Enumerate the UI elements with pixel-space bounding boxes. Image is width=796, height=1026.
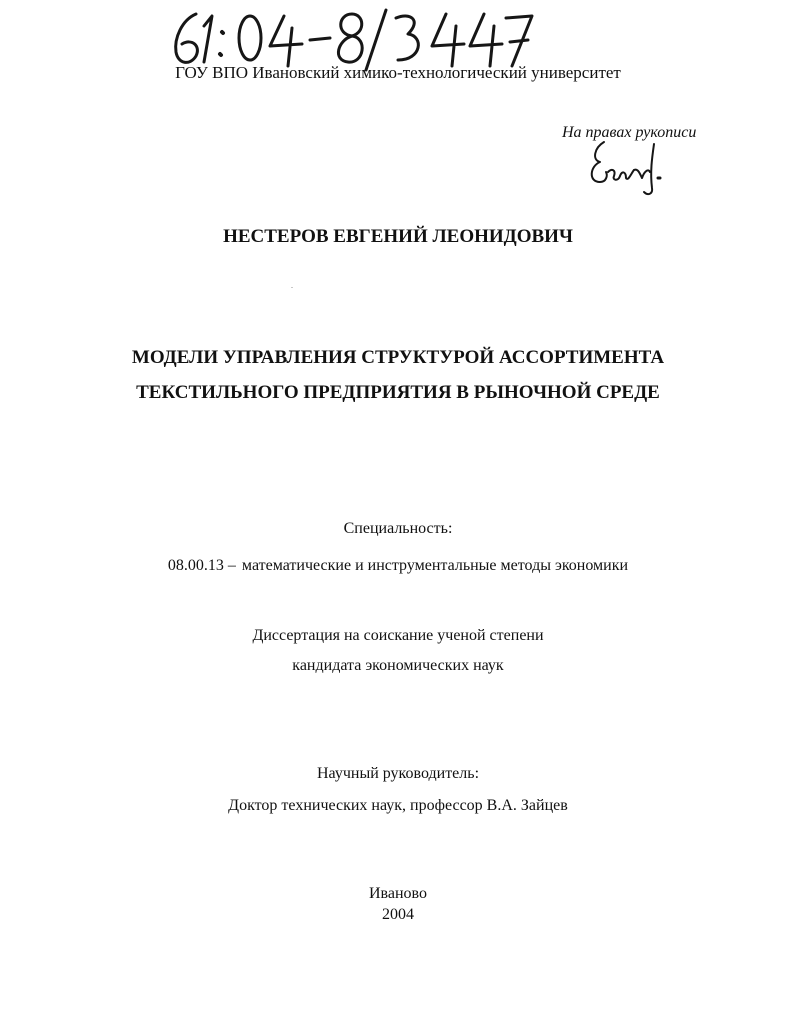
author-name: НЕСТЕРОВ ЕВГЕНИЙ ЛЕОНИДОВИЧ bbox=[223, 226, 573, 247]
thesis-title-line-2: ТЕКСТИЛЬНОГО ПРЕДПРИЯТИЯ В РЫНОЧНОЙ СРЕДЕ bbox=[136, 382, 660, 403]
specialty-name: математические и инструментальные методы экономики bbox=[241, 557, 629, 574]
dissertation-line-1: Диссертация на соискание ученой степени bbox=[252, 627, 544, 644]
university-name: ГОУ ВПО Ивановский химико-технологический университет bbox=[175, 63, 621, 82]
specialty-label: Специальность: bbox=[343, 520, 453, 537]
specialty-value bbox=[0, 557, 796, 575]
dissertation-line-2: кандидата экономических наук bbox=[292, 657, 504, 674]
thesis-title-line-1: МОДЕЛИ УПРАВЛЕНИЯ СТРУКТУРОЙ АССОРТИМЕНТА bbox=[131, 347, 665, 368]
specialty-code: 08.00.13 – bbox=[167, 557, 236, 574]
city: Иваново bbox=[368, 885, 427, 902]
signature bbox=[586, 138, 676, 200]
supervisor-name: Доктор технических наук, профессор В.А. Зайцев bbox=[228, 797, 568, 814]
year: 2004 bbox=[382, 906, 414, 923]
scan-speck bbox=[291, 287, 293, 288]
supervisor-label: Научный руководитель: bbox=[316, 765, 480, 782]
manuscript-note: На правах рукописи bbox=[562, 124, 697, 141]
